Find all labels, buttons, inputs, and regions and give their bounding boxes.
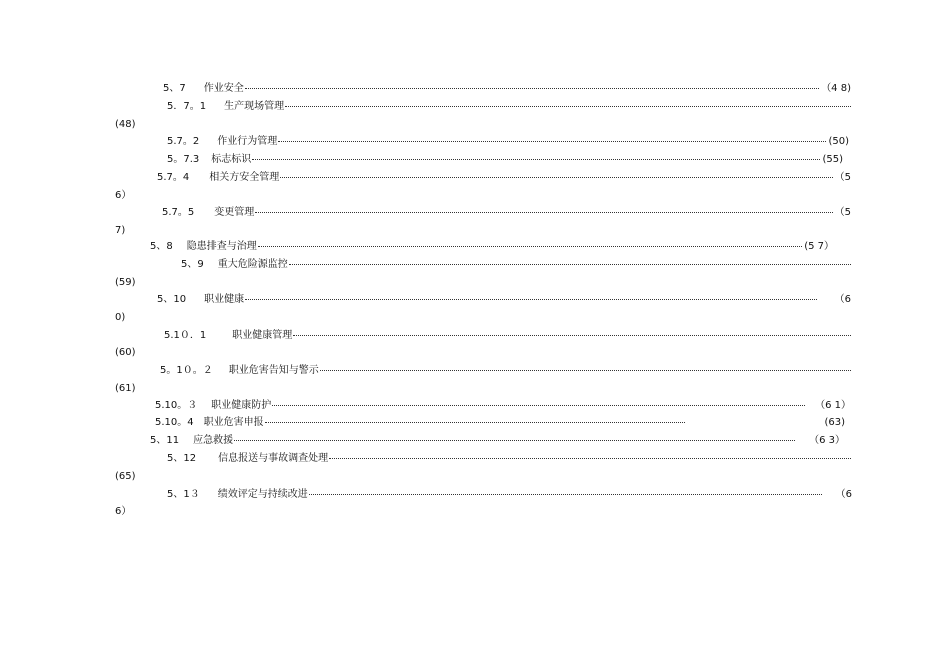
toc-entry-number: 5、8 (150, 241, 173, 252)
toc-entry-number: 5、7 (163, 83, 186, 94)
toc-entry-number: 5．7。1 (167, 101, 207, 112)
toc-entry-page-wrap: 6） (115, 506, 132, 517)
dot-leader (289, 264, 851, 265)
dot-leader (309, 494, 822, 495)
toc-entry-page-wrap: 0) (115, 312, 126, 323)
toc-entry-title: 职业危害告知与警示 (228, 365, 319, 376)
dot-leader (285, 106, 851, 107)
toc-entry-title: 绩效评定与持续改进 (217, 489, 308, 500)
toc-entry-title: 标志标识 (211, 154, 252, 165)
toc-entry-title: 职业健康 (204, 294, 245, 305)
toc-entry-page: (50) (828, 136, 849, 147)
toc-entry (163, 82, 851, 96)
toc-entry (181, 258, 853, 272)
toc-entry-page-wrap: (59) (115, 277, 136, 288)
toc-entry-title: 职业健康防护 (211, 400, 272, 411)
toc-entry-page: （6 (835, 489, 852, 500)
toc-entry-page-wrap: 7) (115, 225, 126, 236)
dot-leader (245, 299, 817, 300)
toc-entry-title: 重大危险源监控 (217, 259, 288, 270)
toc-entry-title: 应急救援 (193, 435, 234, 446)
toc-entry-page: (55) (822, 154, 843, 165)
toc-entry-number: 5.10。4 (155, 417, 194, 428)
toc-entry (167, 135, 849, 149)
toc-entry (157, 171, 851, 185)
toc-entry-page-wrap: (48) (115, 119, 136, 130)
dot-leader (320, 370, 851, 371)
toc-entry-number: 5、11 (150, 435, 180, 446)
toc-entry-number: 5.7。5 (162, 207, 195, 218)
toc-entry-number: 5.1０．1 (164, 330, 207, 341)
dot-leader (272, 405, 805, 406)
toc-entry-number: 5、12 (167, 453, 197, 464)
toc-entry-page-wrap: (60) (115, 347, 136, 358)
toc-entry-number: 5.7。2 (167, 136, 200, 147)
toc-entry-page-wrap: 6） (115, 190, 132, 201)
toc-entry-page: （6 1） (815, 400, 851, 411)
toc-entry (167, 153, 843, 167)
toc-entry-title: 职业危害申报 (203, 417, 264, 428)
toc-entry (155, 416, 845, 430)
toc-entry (150, 434, 845, 448)
toc-entry (167, 452, 853, 466)
toc-entry-page-wrap: (65) (115, 471, 136, 482)
toc-entry-title: 信息报送与事故调查处理 (218, 453, 329, 464)
toc-entry-page: (63) (824, 417, 845, 428)
toc-entry (167, 488, 852, 502)
toc-entry-title: 生产现场管理 (224, 101, 285, 112)
toc-entry-title: 作业安全 (203, 83, 244, 94)
dot-leader (265, 422, 685, 423)
toc-entry-title: 职业健康管理 (232, 330, 293, 341)
toc-entry-page: (5 7） (804, 241, 834, 252)
dot-leader (255, 212, 832, 213)
toc-entry-page: （5 (834, 207, 851, 218)
toc-entry-page: （6 (834, 294, 851, 305)
dot-leader (329, 458, 851, 459)
toc-entry (157, 293, 851, 307)
toc-entry (160, 364, 853, 378)
dot-leader (234, 440, 795, 441)
dot-leader (293, 335, 851, 336)
toc-entry (164, 329, 853, 343)
toc-entry (167, 100, 853, 114)
toc-entry (162, 206, 851, 220)
toc-entry-page: （6 3） (809, 435, 845, 446)
dot-leader (252, 159, 820, 160)
toc-entry-title: 变更管理 (214, 207, 255, 218)
toc-entry-number: 5.10。３ (155, 400, 198, 411)
toc-entry-page: （5 (834, 172, 851, 183)
dot-leader (280, 177, 832, 178)
dot-leader (258, 246, 802, 247)
toc-entry-number: 5、1３ (167, 489, 200, 500)
dot-leader (278, 141, 826, 142)
toc-entry-page: （4 8) (821, 83, 851, 94)
toc-entry-number: 5、9 (181, 259, 204, 270)
toc-entry (155, 399, 851, 413)
toc-entry (150, 240, 834, 254)
toc-entry-title: 作业行为管理 (217, 136, 278, 147)
dot-leader (245, 88, 819, 89)
toc-entry-title: 隐患排查与治理 (186, 241, 257, 252)
toc-entry-title: 相关方安全管理 (209, 172, 280, 183)
toc-entry-number: 5。7.3 (167, 154, 200, 165)
toc-entry-number: 5.7。4 (157, 172, 190, 183)
toc-entry-number: 5。1０。２ (160, 365, 213, 376)
toc-entry-page-wrap: (61) (115, 383, 136, 394)
toc-entry-number: 5、10 (157, 294, 187, 305)
